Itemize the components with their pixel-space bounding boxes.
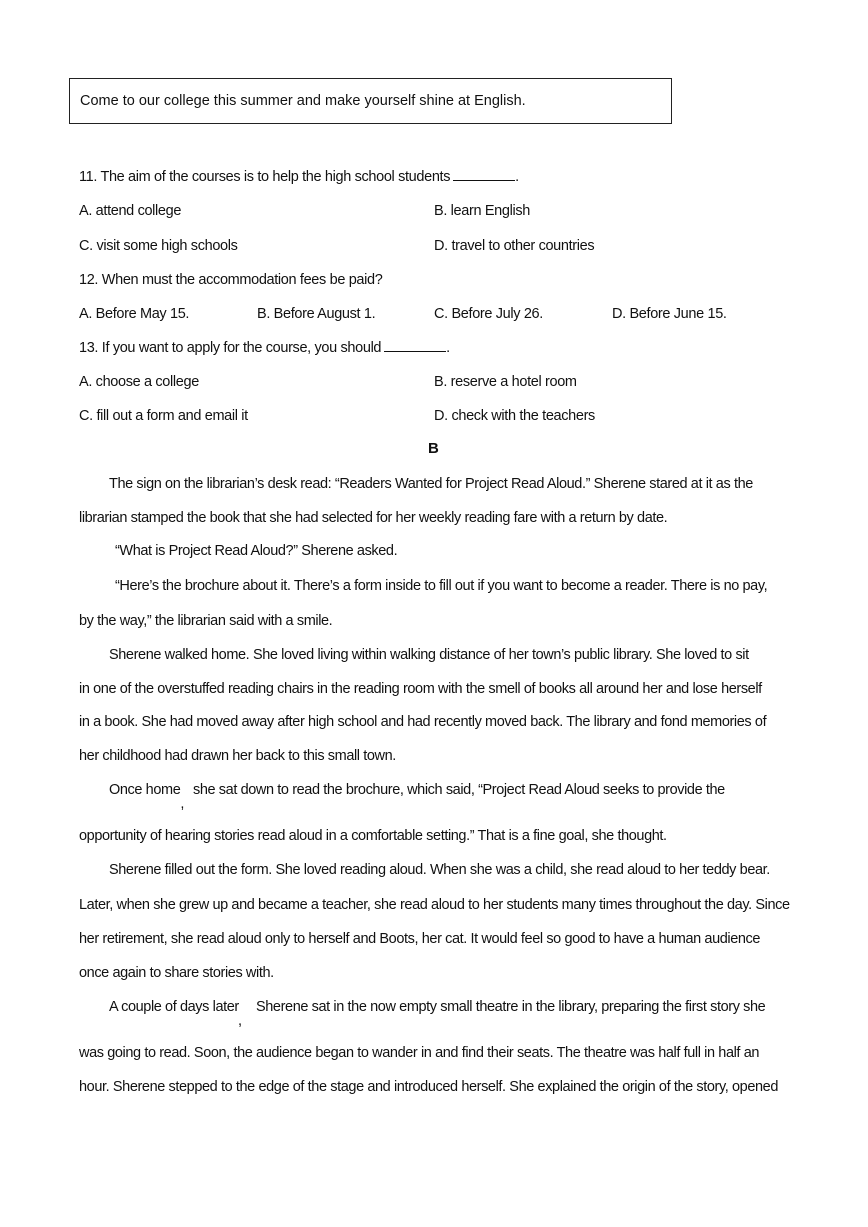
passage-line: she sat down to read the brochure, which said, “Project Read Aloud seeks to provide the xyxy=(193,782,725,798)
passage-line: Sherene walked home. She loved living within walking distance of her town’s public library. She loved to sit xyxy=(109,647,749,663)
q13-option-a[interactable]: A. choose a college xyxy=(79,374,199,390)
passage-fragment: Once home xyxy=(109,782,181,798)
question-13 xyxy=(79,340,450,356)
passage-line: once again to share stories with. xyxy=(79,965,274,981)
question-12-stem: 12. When must the accommodation fees be paid? xyxy=(79,272,383,288)
passage-line: librarian stamped the book that she had selected for her weekly reading fare with a return by date. xyxy=(79,510,668,526)
answer-blank xyxy=(453,169,515,181)
answer-blank xyxy=(384,340,446,352)
q13-option-d[interactable]: D. check with the teachers xyxy=(434,408,595,424)
passage-line: Sherene sat in the now empty small theatre in the library, preparing the first story she xyxy=(256,999,766,1015)
passage-line: Sherene filled out the form. She loved reading aloud. When she was a child, she read aloud to her teddy bear. xyxy=(109,862,770,878)
passage-line: in a book. She had moved away after high school and had recently moved back. The library and fond memories of xyxy=(79,714,767,730)
question-11-end: . xyxy=(515,169,519,185)
q12-option-d[interactable]: D. Before June 15. xyxy=(612,306,727,322)
passage-line: The sign on the librarian’s desk read: “Readers Wanted for Project Read Aloud.” Sherene stared at it as the xyxy=(109,476,753,492)
box-text: Come to our college this summer and make yourself shine at English. xyxy=(80,93,526,109)
question-13-stem: 13. If you want to apply for the course, you should xyxy=(79,340,382,356)
q12-option-a[interactable]: A. Before May 15. xyxy=(79,306,190,322)
q11-option-d[interactable]: D. travel to other countries xyxy=(434,238,595,254)
intro-box xyxy=(69,78,672,124)
q13-option-c[interactable]: C. fill out a form and email it xyxy=(79,408,248,424)
passage-line: in one of the overstuffed reading chairs in the reading room with the smell of books all around her and lose herself xyxy=(79,681,762,697)
passage-line: “What is Project Read Aloud?” Sherene asked. xyxy=(115,543,398,559)
passage-line: her childhood had drawn her back to this small town. xyxy=(79,748,396,764)
question-11-stem: 11. The aim of the courses is to help the high school students xyxy=(79,169,451,185)
passage-comma: , xyxy=(180,796,184,812)
q11-option-a[interactable]: A. attend college xyxy=(79,203,182,219)
q13-option-b[interactable]: B. reserve a hotel room xyxy=(434,374,577,390)
passage-line: “Here’s the brochure about it. There’s a form inside to fill out if you want to become a reader. There is no pay, xyxy=(115,578,768,594)
q12-option-b[interactable]: B. Before August 1. xyxy=(257,306,376,322)
passage-line: was going to read. Soon, the audience began to wander in and find their seats. The theatre was half full in half an xyxy=(79,1045,760,1061)
q12-option-c[interactable]: C. Before July 26. xyxy=(434,306,543,322)
question-11 xyxy=(79,169,519,185)
passage-line xyxy=(109,782,184,812)
passage-line: her retirement, she read aloud only to herself and Boots, her cat. It would feel so good to have a human audience xyxy=(79,931,761,947)
passage-line xyxy=(109,999,242,1029)
passage-line: Later, when she grew up and became a teacher, she read aloud to her students many times throughout the day. Since xyxy=(79,897,790,913)
q11-option-b[interactable]: B. learn English xyxy=(434,203,530,219)
passage-line: by the way,” the librarian said with a smile. xyxy=(79,613,333,629)
question-13-end: . xyxy=(446,340,450,356)
passage-line: opportunity of hearing stories read aloud in a comfortable setting.” That is a fine goal, she thought. xyxy=(79,828,667,844)
passage-fragment: A couple of days later xyxy=(109,999,239,1015)
passage-comma: , xyxy=(238,1013,242,1029)
passage-line: hour. Sherene stepped to the edge of the stage and introduced herself. She explained the origin of the story, opened xyxy=(79,1079,779,1095)
section-heading: B xyxy=(428,440,439,457)
q11-option-c[interactable]: C. visit some high schools xyxy=(79,238,238,254)
